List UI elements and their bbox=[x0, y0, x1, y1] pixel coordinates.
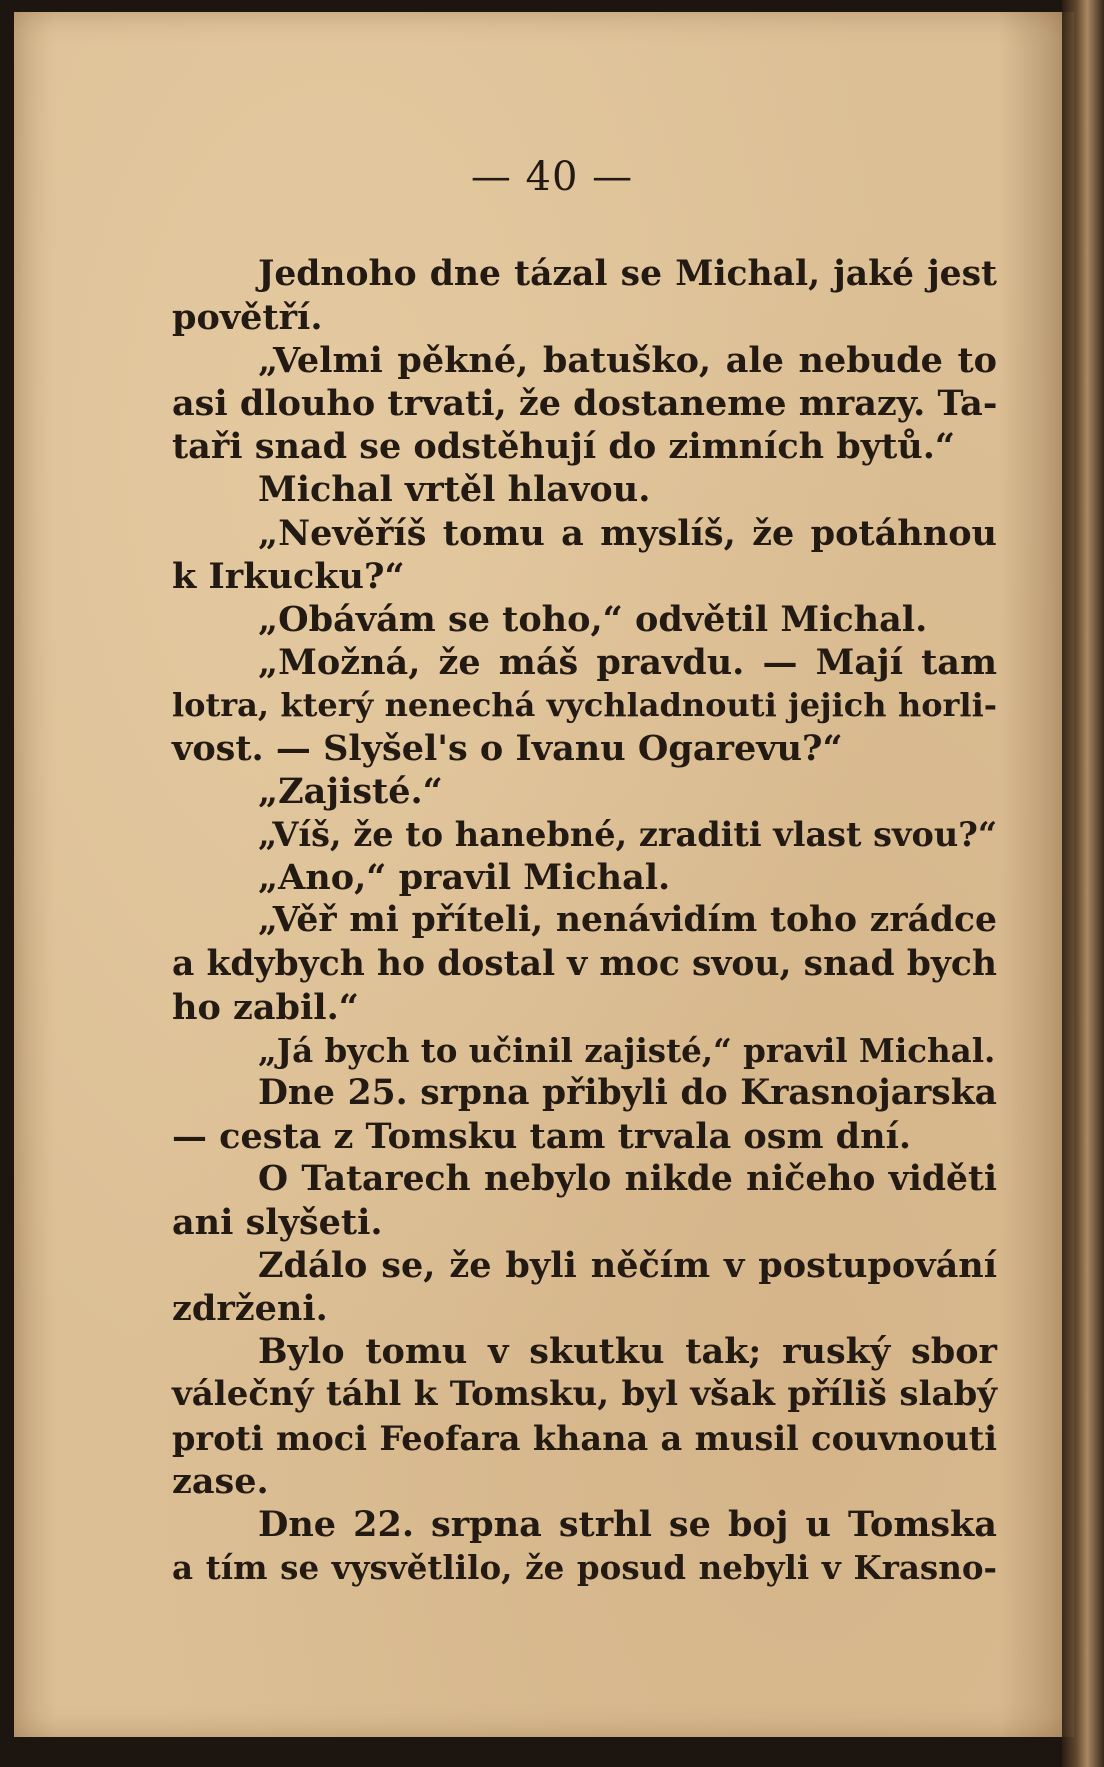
text-line: taři snad se odstěhují do zimních bytů.“ bbox=[172, 426, 956, 468]
text-line: „Věř mi příteli, nenávidím toho zrádce bbox=[258, 900, 997, 941]
text-line: válečný táhl k Tomsku, byl však příliš slabý bbox=[172, 1374, 997, 1415]
text-line: ho zabil.“ bbox=[172, 986, 359, 1028]
text-line: vost. — Slyšel's o Ivanu Ogarevu?“ bbox=[172, 728, 843, 770]
text-line: zdrženi. bbox=[172, 1288, 328, 1330]
text-line: Michal vrtěl hlavou. bbox=[258, 469, 651, 511]
page-number: — 40 — bbox=[470, 154, 634, 200]
text-line: Dne 22. srpna strhl se boj u Tomska bbox=[258, 1503, 997, 1545]
text-line: a tím se vysvětlilo, že posud nebyli v Krasno- bbox=[172, 1547, 997, 1587]
text-line: asi dlouho trvati, že dostaneme mrazy. Ta- bbox=[172, 383, 998, 425]
body-text bbox=[172, 253, 997, 1589]
book-spine-edge bbox=[1062, 0, 1104, 1767]
text-line: „Nevěříš tomu a myslíš, že potáhnou bbox=[258, 512, 997, 554]
text-line: „Velmi pěkné, batuško, ale nebude to bbox=[258, 340, 997, 382]
text-line: k Irkucku?“ bbox=[172, 555, 405, 597]
text-line: zase. bbox=[172, 1460, 269, 1502]
text-line: Bylo tomu v skutku tak; ruský sbor bbox=[258, 1331, 997, 1373]
text-line: „Možná, že máš pravdu. — Mají tam bbox=[258, 641, 997, 683]
text-line: proti moci Feofara khana a musil couvnouti bbox=[172, 1418, 997, 1458]
text-line: Dne 25. srpna přibyli do Krasnojarska bbox=[258, 1072, 997, 1113]
text-line: O Tatarech nebylo nikde ničeho viděti bbox=[258, 1158, 997, 1199]
text-line: a kdybych ho dostal v moc svou, snad bych bbox=[172, 943, 997, 984]
text-line: lotra, který nenechá vychladnouti jejich horli- bbox=[172, 685, 997, 724]
text-line: „Víš, že to hanebné, zraditi vlast svou?“ bbox=[258, 815, 998, 855]
text-line: — cesta z Tomsku tam trvala osm dní. bbox=[172, 1115, 912, 1157]
text-line: Zdálo se, že byli něčím v postupování bbox=[258, 1245, 997, 1287]
text-line: povětří. bbox=[172, 297, 323, 339]
text-line: „Já bych to učinil zajisté,“ pravil Michal. bbox=[258, 1030, 996, 1070]
text-line: „Ano,“ pravil Michal. bbox=[258, 857, 671, 899]
text-line: „Obávám se toho,“ odvětil Michal. bbox=[258, 598, 928, 640]
text-line: ani slyšeti. bbox=[172, 1202, 383, 1244]
text-line: „Zajisté.“ bbox=[258, 771, 443, 813]
text-line: Jednoho dne tázal se Michal, jaké jest bbox=[258, 254, 997, 294]
